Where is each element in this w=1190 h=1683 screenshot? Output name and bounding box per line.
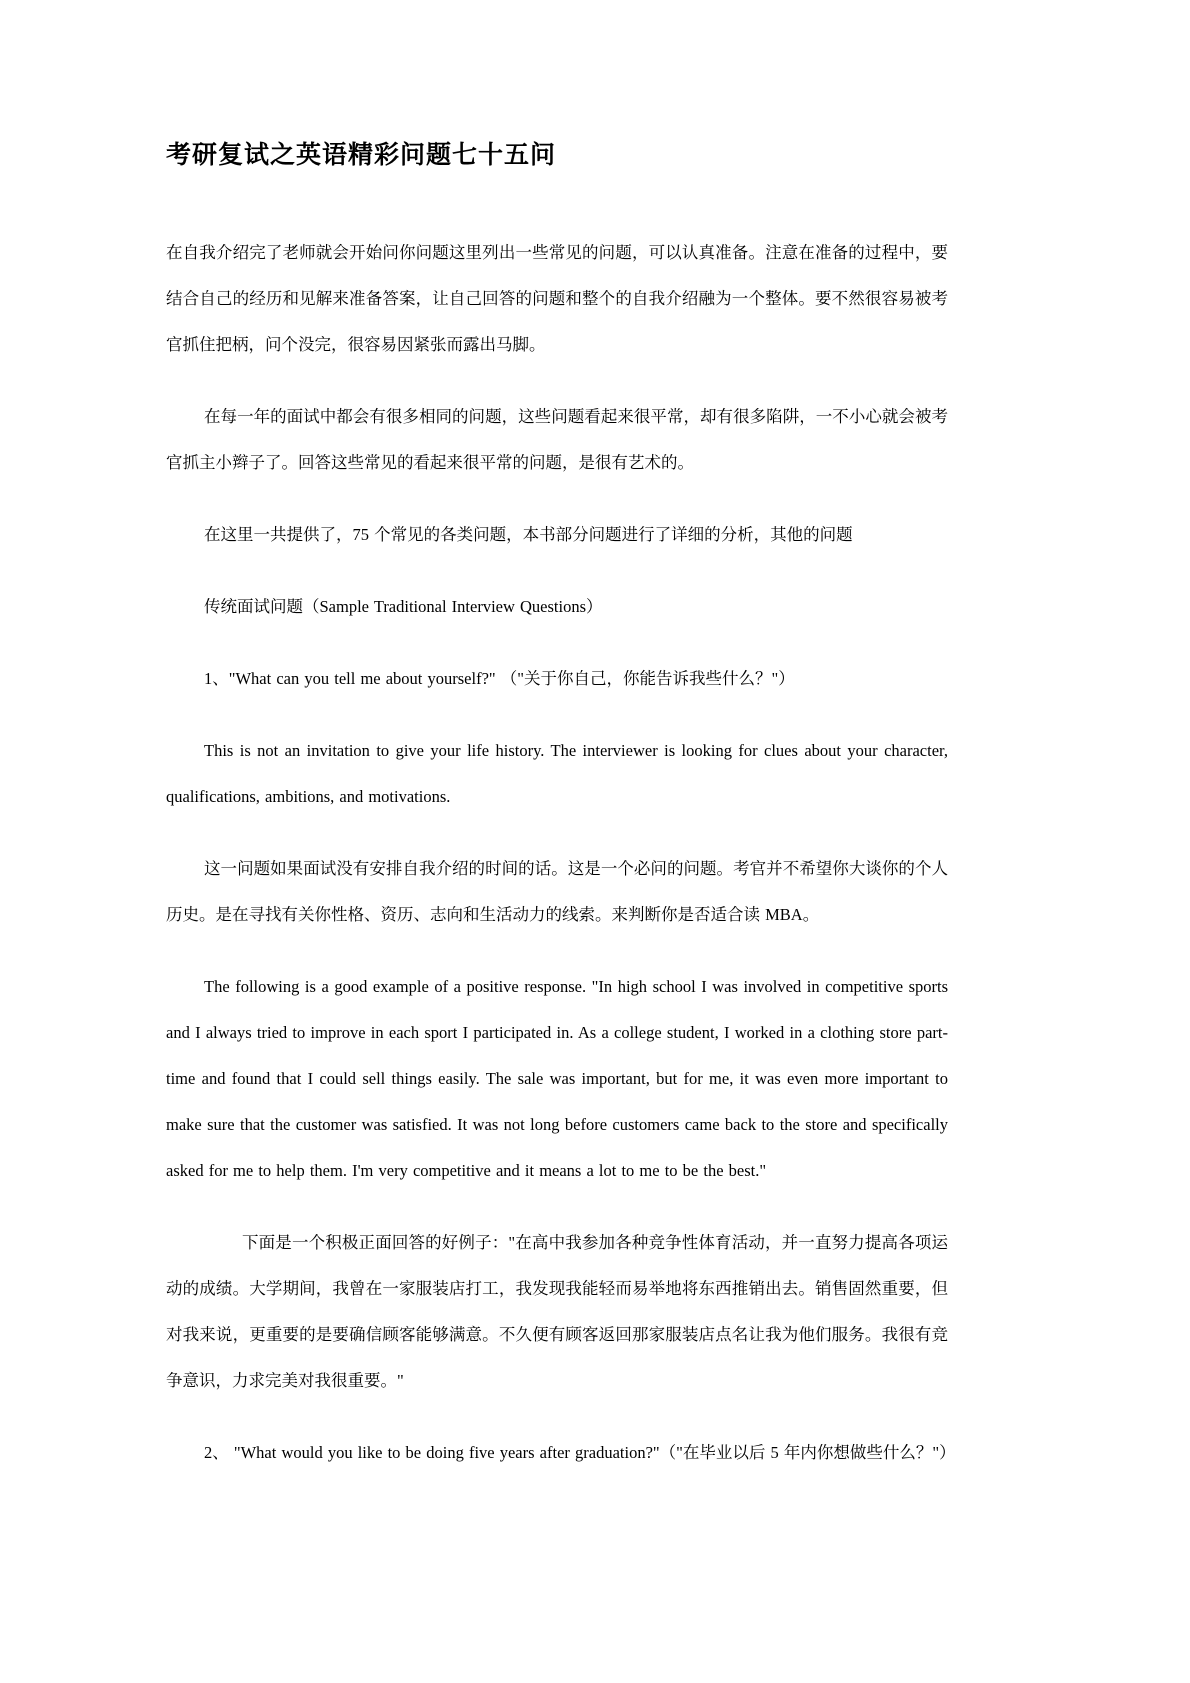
example-response-english: The following is a good example of a positive response. "In high school I was involved in competitive sports and I always tried to improve in each sport I participated in. As a college student, I worked in a clothing store part-time and found that I could sell things easily. The sale was important, but for me, it was even more important to make sure that the customer was satisfied. It was not long before customers came back to the store and specifically asked for me to help them. I'm very competitive and it means a lot to me to be the best." (166, 977, 948, 1180)
document-content (166, 140, 956, 1502)
section-heading-traditional-questions: 传统面试问题（Sample Traditional Interview Questions） (204, 597, 603, 616)
document-title: 考研复试之英语精彩问题七十五问 (166, 142, 557, 169)
question-1: 1、"What can you tell me about yourself?" （"关于你自己，你能告诉我些什么？"） (204, 669, 795, 688)
answer-1-chinese: 这一问题如果面试没有安排自我介绍的时间的话。这是一个必问的问题。考官并不希望你大谈你的个人历史。是在寻找有关你性格、资历、志向和生活动力的线索。来判断你是否适合读 MBA。 (166, 859, 948, 924)
example-response-chinese: 下面是一个积极正面回答的好例子："在高中我参加各种竞争性体育活动，并一直努力提高各项运动的成绩。大学期间，我曾在一家服装店打工，我发现我能轻而易举地将东西推销出去。销售固然重要，但对我来说，更重要的是要确信顾客能够满意。不久便有顾客返回那家服装店点名让我为他们服务。我很有竞争意识，力求完美对我很重要。" (166, 1233, 948, 1390)
intro-paragraph: 在自我介绍完了老师就会开始问你问题这里列出一些常见的问题，可以认真准备。注意在准备的过程中，要结合自己的经历和见解来准备答案，让自己回答的问题和整个的自我介绍融为一个整体。要不然很容易被考官抓住把柄，问个没完，很容易因紧张而露出马脚。 (166, 243, 948, 354)
answer-1-english: This is not an invitation to give your life history. The interviewer is looking for clues about your character, qualifications, ambitions, and motivations. (166, 741, 948, 806)
common-questions-paragraph: 在每一年的面试中都会有很多相同的问题，这些问题看起来很平常，却有很多陷阱，一不小心就会被考官抓主小辫子了。回答这些常见的看起来很平常的问题，是很有艺术的。 (166, 407, 948, 472)
question-2: 2、 "What would you like to be doing five years after graduation?"（"在毕业以后 5 年内你想做些什么？"） (204, 1443, 956, 1462)
questions-count-paragraph: 在这里一共提供了，75 个常见的各类问题，本书部分问题进行了详细的分析，其他的问题 (204, 525, 853, 544)
